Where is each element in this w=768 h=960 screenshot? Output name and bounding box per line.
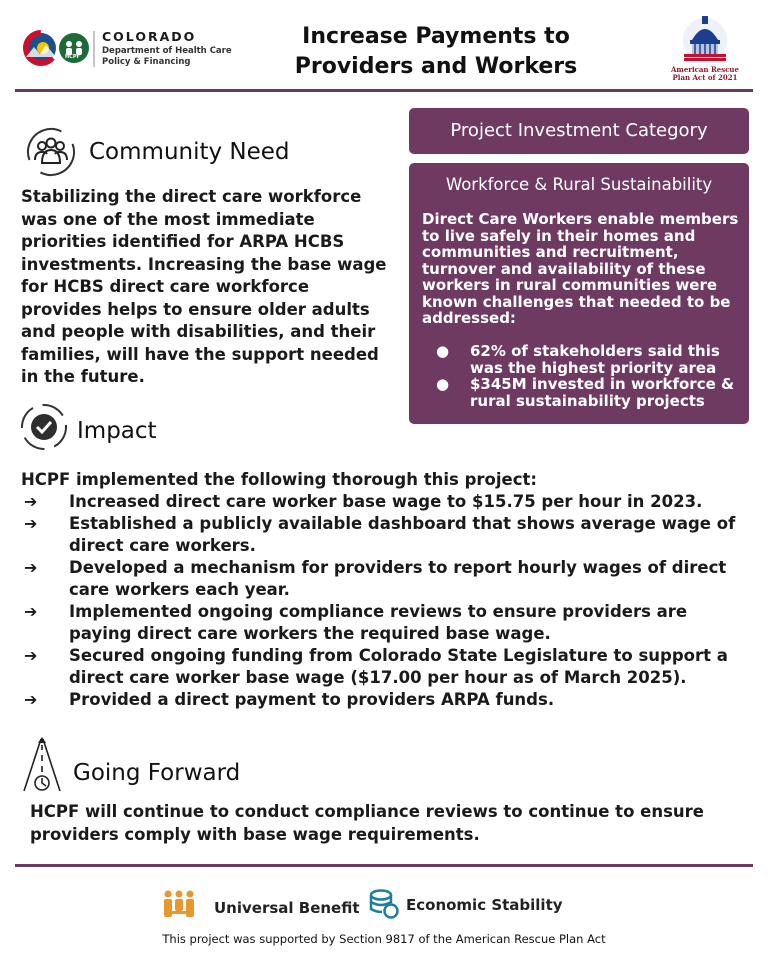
arrow-right-icon: ➔: [24, 646, 38, 665]
checkmark-badge-icon: [19, 401, 71, 453]
bullet-text: $345M invested in workforce & rural sustainability projects: [470, 375, 735, 410]
impact-item-text: Established a publicly available dashboard that shows average wage of direct care workers.: [69, 514, 736, 555]
impact-list: [24, 491, 754, 711]
list-item: [24, 557, 754, 601]
impact-item-text: Implemented ongoing compliance reviews to ensure providers are paying direct care workers the required base wage.: [69, 602, 688, 643]
going-forward-body: HCPF will continue to conduct compliance reviews to continue to ensure providers comply with base wage requirements.: [30, 802, 704, 844]
impact-item-text: Provided a direct payment to providers ARPA funds.: [69, 690, 555, 709]
arp-seal: [668, 14, 742, 84]
header-divider: [15, 89, 753, 92]
impact-item-text: Developed a mechanism for providers to report hourly wages of direct care workers each year.: [69, 558, 727, 599]
arp-text-line2: Plan Act of 2021: [672, 73, 738, 82]
arp-text-line1: American Rescue: [671, 65, 739, 74]
benefit-universal: Universal Benefit: [214, 899, 360, 917]
org-dept-line2: Policy & Financing: [102, 57, 191, 67]
community-need-body: Stabilizing the direct care workforce was one of the most immediate priorities identified for ARPA HCBS investments. Increasing the base wage for HCBS direct care workforce provides helps to ensure older adults and people with disabilities, and their families, will have the support needed in the future.: [21, 187, 387, 386]
investment-category-panel: [409, 163, 749, 424]
capitol-dome-icon: [668, 14, 742, 66]
hcpf-badge-text: HCPF: [65, 54, 80, 60]
page-title-line2: Providers and Workers: [294, 54, 578, 79]
page-title: [270, 22, 602, 82]
arrow-right-icon: ➔: [24, 690, 38, 709]
bullet-dot-icon: ●: [436, 375, 450, 393]
org-dept-line1: Department of Health Care: [102, 46, 232, 56]
list-item: [24, 645, 754, 689]
arrow-right-icon: ➔: [24, 492, 38, 511]
list-item: [422, 343, 740, 376]
impact-item-text: Secured ongoing funding from Colorado State Legislature to support a direct care worker base wage ($17.00 per hour as of March 2025).: [69, 646, 728, 687]
investment-category-header: Project Investment Category: [409, 108, 749, 154]
page-title-line1: Increase Payments to: [302, 24, 570, 49]
bullet-dot-icon: ●: [436, 342, 450, 360]
road-compass-icon: [21, 737, 73, 795]
list-item: [24, 601, 754, 645]
footer-divider: [15, 864, 753, 867]
people-group-icon: [25, 126, 77, 178]
investment-subheader: Workforce & Rural Sustainability: [445, 175, 713, 194]
arrow-right-icon: ➔: [24, 514, 38, 533]
going-forward-title: Going Forward: [73, 760, 241, 786]
impact-title: Impact: [77, 418, 157, 444]
investment-description: Direct Care Workers enable members to live safely in their homes and communities and recruitment, turnover and availability of these workers in rural communities were known challenges that needed to be addressed:: [422, 210, 739, 327]
coins-teal-icon: [368, 888, 400, 920]
investment-bullets: [422, 343, 740, 409]
list-item: [24, 513, 754, 557]
list-item: [24, 689, 754, 711]
list-item: [24, 491, 754, 513]
arrow-right-icon: ➔: [24, 558, 38, 577]
community-need-title: Community Need: [89, 139, 290, 165]
people-orange-icon: [162, 889, 196, 919]
impact-item-text: Increased direct care worker base wage to $15.75 per hour in 2023.: [69, 492, 703, 511]
benefit-economic: Economic Stability: [406, 896, 563, 914]
funding-footnote: This project was supported by Section 9817 of the American Rescue Plan Act: [162, 932, 606, 946]
list-item: [422, 376, 740, 409]
arrow-right-icon: ➔: [24, 602, 38, 621]
colorado-hcpf-logo: [22, 27, 232, 73]
org-name: COLORADO: [102, 29, 197, 44]
bullet-text: 62% of stakeholders said this was the highest priority area: [470, 342, 720, 377]
impact-intro: HCPF implemented the following thorough this project:: [21, 470, 537, 489]
